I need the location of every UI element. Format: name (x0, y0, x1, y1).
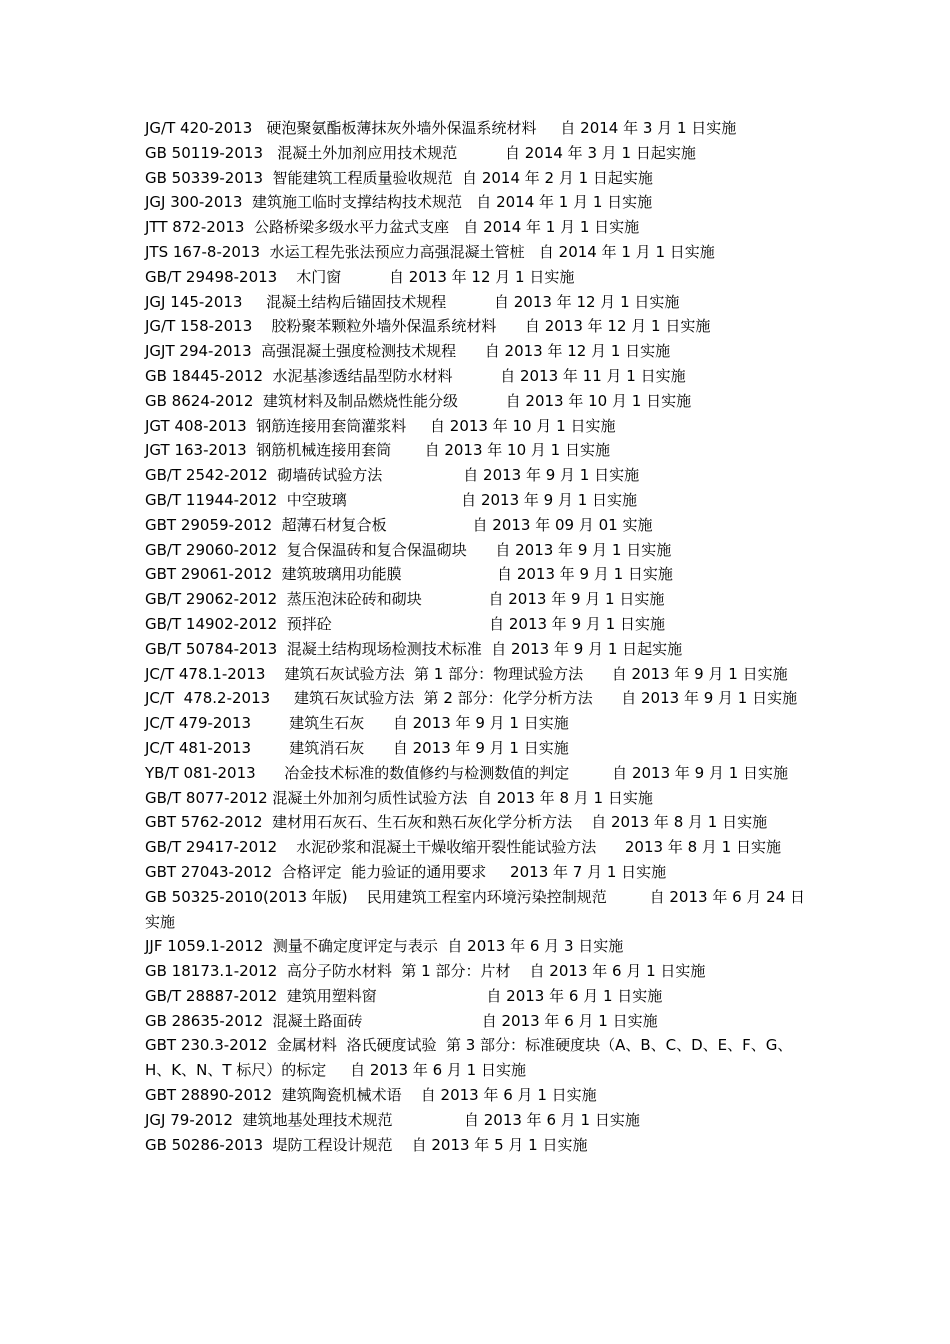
list-item: GB/T 14902-2012 预拌砼 自 2013 年 9 月 1 日实施 (145, 614, 665, 633)
list-item: JTT 872-2013 公路桥梁多级水平力盆式支座 自 2014 年 1 月 1 日实施 (145, 218, 640, 237)
list-item: GBT 28890-2012 建筑陶瓷机械术语 自 2013 年 6 月 1 日实施 (145, 1086, 597, 1105)
list-item: YB/T 081-2013 冶金技术标准的数值修约与检测数值的判定 自 2013 年 9 月 1 日实施 (145, 763, 789, 782)
list-item: JGJT 294-2013 高强混凝土强度检测技术规程 自 2013 年 12 月 1 日实施 (145, 342, 671, 361)
list-item: GBT 230.3-2012 金属材料 洛氏硬度试验 第 3 部分：标准硬度块（A、B、C、D、E、F、G、H、K、N、T 标尺）的标定 自 2013 年 6 月 1 日实施 (145, 1036, 793, 1080)
list-item: GB 50286-2013 堤防工程设计规范 自 2013 年 5 月 1 日实施 (145, 1135, 588, 1154)
list-item: GB 50339-2013 智能建筑工程质量验收规范 自 2014 年 2 月 1 日起实施 (145, 168, 653, 187)
list-item: GB/T 29062-2012 蒸压泡沫砼砖和砌块 自 2013 年 9 月 1 日实施 (145, 590, 665, 609)
list-item: GB/T 29498-2013 木门窗 自 2013 年 12 月 1 日实施 (145, 267, 575, 286)
list-item: GBT 5762-2012 建材用石灰石、生石灰和熟石灰化学分析方法 自 2013 年 8 月 1 日实施 (145, 813, 768, 832)
list-item: GBT 29061-2012 建筑玻璃用功能膜 自 2013 年 9 月 1 日实施 (145, 565, 673, 584)
list-item: GB/T 29417-2012 水泥砂浆和混凝土干燥收缩开裂性能试验方法 2013 年 8 月 1 日实施 (145, 838, 781, 857)
list-item: GB/T 50784-2013 混凝土结构现场检测技术标准 自 2013 年 9 月 1 日起实施 (145, 639, 683, 658)
list-item: JC/T 478.1-2013 建筑石灰试验方法 第 1 部分：物理试验方法 自 2013 年 9 月 1 日实施 (145, 664, 788, 683)
list-item: GBT 27043-2012 合格评定 能力验证的通用要求 2013 年 7 月 1 日实施 (145, 862, 667, 881)
list-item: JTS 167-8-2013 水运工程先张法预应力高强混凝土管桩 自 2014 年 1 月 1 日实施 (145, 242, 715, 261)
list-item: GB/T 28887-2012 建筑用塑料窗 自 2013 年 6 月 1 日实施 (145, 986, 663, 1005)
list-item: JC/T 481-2013 建筑消石灰 自 2013 年 9 月 1 日实施 (145, 738, 569, 757)
list-item: JG/T 158-2013 胶粉聚苯颗粒外墙外保温系统材料 自 2013 年 12 月 1 日实施 (145, 317, 711, 336)
list-item: JGJ 79-2012 建筑地基处理技术规范 自 2013 年 6 月 1 日实施 (145, 1110, 640, 1129)
list-item: JGT 163-2013 钢筋机械连接用套筒 自 2013 年 10 月 1 日实施 (145, 441, 610, 460)
list-item: GB/T 8077-2012 混凝土外加剂匀质性试验方法 自 2013 年 8 月 1 日实施 (145, 788, 653, 807)
list-item: GB 28635-2012 混凝土路面砖 自 2013 年 6 月 1 日实施 (145, 1011, 658, 1030)
list-item: JC/T 479-2013 建筑生石灰 自 2013 年 9 月 1 日实施 (145, 714, 569, 733)
list-item: GB 50119-2013 混凝土外加剂应用技术规范 自 2014 年 3 月 1 日起实施 (145, 143, 696, 162)
list-item: GB/T 29060-2012 复合保温砖和复合保温砌块 自 2013 年 9 月 1 日实施 (145, 540, 672, 559)
standards-list (145, 116, 810, 1157)
list-item: GB 18445-2012 水泥基渗透结晶型防水材料 自 2013 年 11 月 1 日实施 (145, 366, 686, 385)
list-item: GB 8624-2012 建筑材料及制品燃烧性能分级 自 2013 年 10 月 1 日实施 (145, 391, 692, 410)
list-item: GB 50325-2010(2013 年版) 民用建筑工程室内环境污染控制规范 自 2013 年 6 月 24 日实施 (145, 887, 806, 931)
list-item: JGJ 145-2013 混凝土结构后锚固技术规程 自 2013 年 12 月 1 日实施 (145, 292, 680, 311)
list-item: GBT 29059-2012 超薄石材复合板 自 2013 年 09 月 01 实施 (145, 515, 653, 534)
list-item: JJF 1059.1-2012 测量不确定度评定与表示 自 2013 年 6 月 3 日实施 (145, 937, 624, 956)
list-item: GB 18173.1-2012 高分子防水材料 第 1 部分：片材 自 2013 年 6 月 1 日实施 (145, 962, 706, 981)
list-item: GB/T 2542-2012 砌墙砖试验方法 自 2013 年 9 月 1 日实施 (145, 466, 640, 485)
list-item: JG/T 420-2013 硬泡聚氨酯板薄抹灰外墙外保温系统材料 自 2014 年 3 月 1 日实施 (145, 119, 737, 137)
list-item: JGT 408-2013 钢筋连接用套筒灌浆料 自 2013 年 10 月 1 日实施 (145, 416, 616, 435)
list-item: GB/T 11944-2012 中空玻璃 自 2013 年 9 月 1 日实施 (145, 490, 638, 509)
list-item: JC/T 478.2-2013 建筑石灰试验方法 第 2 部分：化学分析方法 自 2013 年 9 月 1 日实施 (145, 689, 798, 708)
list-item: JGJ 300-2013 建筑施工临时支撑结构技术规范 自 2014 年 1 月 1 日实施 (145, 193, 653, 212)
